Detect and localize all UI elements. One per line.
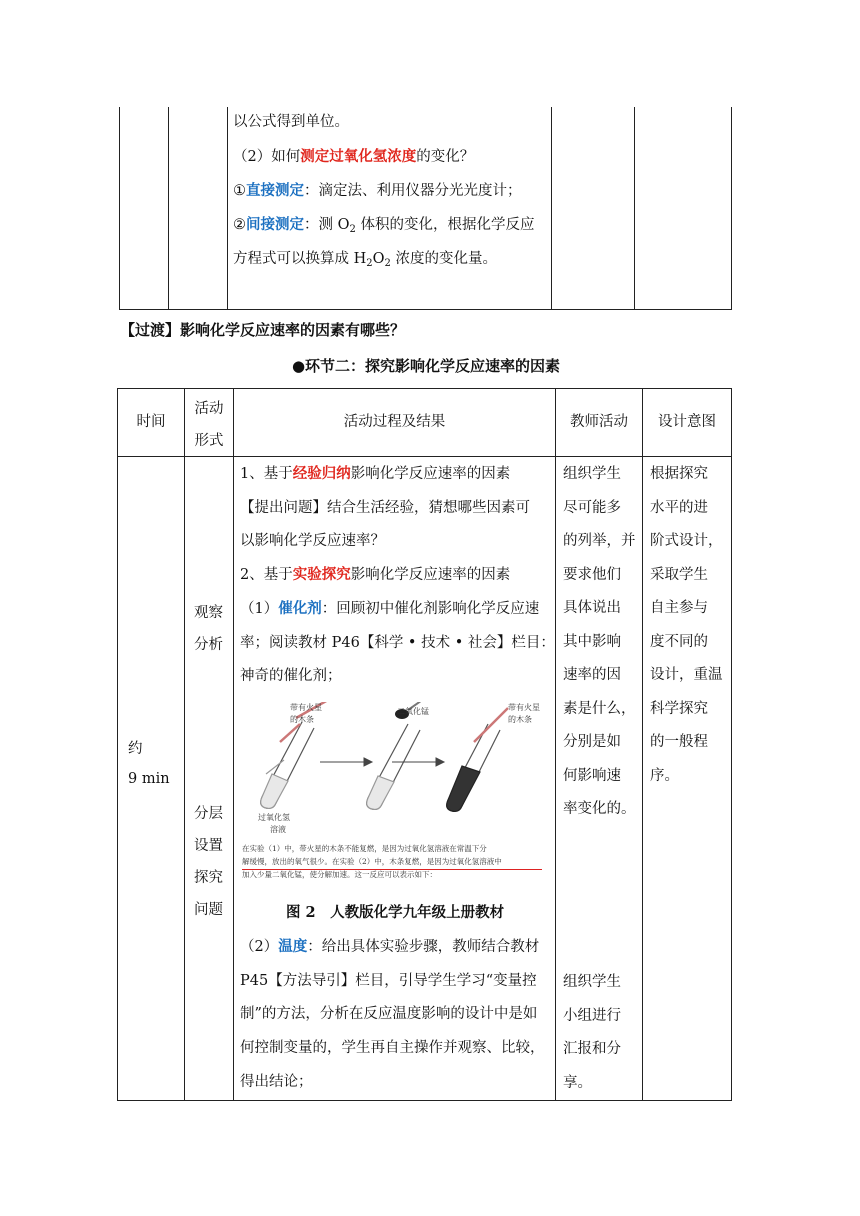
header-form-line: 形式 bbox=[194, 433, 224, 449]
design-line: 的一般程 bbox=[650, 734, 708, 750]
text-run: （2） bbox=[240, 939, 279, 955]
time-line: 约 bbox=[128, 741, 143, 757]
header-time: 时间 bbox=[136, 414, 166, 430]
process-line bbox=[240, 1038, 545, 1058]
transition-line bbox=[120, 318, 405, 342]
text-run: ：回顾初中催化剂影响化学反应速 bbox=[321, 601, 540, 617]
label-h2o2-solution bbox=[258, 812, 290, 836]
text-run: ② bbox=[233, 217, 246, 233]
design-line: 度不同的 bbox=[650, 633, 708, 650]
text-run: （2）如何 bbox=[233, 149, 301, 165]
process-line bbox=[240, 599, 539, 619]
teacher-line: 享。 bbox=[563, 1074, 592, 1091]
teacher-line: 速率的因 bbox=[563, 667, 621, 683]
text-run: 2、基于 bbox=[240, 567, 293, 583]
process-line bbox=[240, 1072, 313, 1092]
text-run: ：滴定法、利用仪器分光光度计； bbox=[304, 183, 522, 199]
process-line bbox=[240, 464, 510, 484]
subscript: 2 bbox=[349, 224, 356, 235]
label-line: 溶液 bbox=[270, 825, 286, 834]
teacher-line: 率变化的。 bbox=[563, 801, 636, 817]
teacher-cell-2 bbox=[563, 966, 621, 1100]
process-line bbox=[240, 971, 537, 991]
text-run: 得出结论； bbox=[240, 1074, 313, 1090]
header-form bbox=[185, 393, 233, 457]
highlight-blue: 催化剂 bbox=[278, 600, 322, 617]
label-mno2: 二氧化锰 bbox=[397, 707, 429, 716]
form-cell-layered bbox=[194, 798, 223, 926]
form-line: 问题 bbox=[194, 902, 223, 918]
figure-caption: 图 2 人教版化学九年级上册教材 bbox=[286, 904, 505, 921]
highlight-red: 实验探究 bbox=[292, 566, 351, 583]
text-run: 的变化？ bbox=[416, 149, 475, 165]
test-tube-3 bbox=[447, 724, 500, 811]
wood-splint-3 bbox=[474, 708, 508, 742]
transition-tag: 【过渡】 bbox=[120, 321, 181, 339]
text-run: （1） bbox=[240, 601, 279, 617]
text-run: P45【方法导引】栏目，引导学生学习“变量控 bbox=[240, 973, 537, 989]
table1-line bbox=[233, 112, 349, 132]
note-line: 在实验（1）中，带火星的木条不能复燃，是因为过氧化氢溶液在常温下分 bbox=[242, 844, 487, 853]
arrow-2 bbox=[392, 758, 444, 766]
figure-textbook-image bbox=[240, 702, 552, 892]
text-run: 体积的变化，根据化学反应 bbox=[355, 217, 535, 233]
label-line: 带有火星 bbox=[290, 703, 322, 712]
highlight-blue: 直接测定 bbox=[246, 182, 304, 199]
design-line: 科学探究 bbox=[650, 700, 708, 717]
label-line: 带有火星 bbox=[508, 703, 540, 712]
text-run: 浓度的变化量。 bbox=[390, 251, 498, 267]
table1-line bbox=[233, 181, 522, 201]
highlight-blue: 间接测定 bbox=[246, 216, 304, 233]
note-line: 解缓慢，放出的氧气很少。在实验（2）中，木条复燃，是因为过氧化氢溶液中 bbox=[242, 857, 502, 866]
teacher-line: 组织学生 bbox=[563, 466, 621, 482]
form-line: 观察 bbox=[194, 605, 223, 621]
note-line: 加入少量二氧化锰，使分解加速。这一反应可以表示如下： bbox=[242, 870, 437, 879]
label-line: 过氧化氢 bbox=[258, 813, 290, 822]
table1-line bbox=[233, 249, 497, 269]
teacher-cell-1 bbox=[563, 458, 636, 827]
label-line: 的木条 bbox=[290, 715, 314, 724]
test-tube-2 bbox=[367, 724, 420, 809]
highlight-red: 测定过氧化氢浓度 bbox=[300, 148, 417, 165]
design-line: 水平的进 bbox=[650, 499, 708, 516]
design-line: 根据探究 bbox=[650, 466, 708, 482]
arrow-1 bbox=[320, 758, 372, 766]
text-run: 何控制变量的，学生再自主操作并观察、比较， bbox=[240, 1040, 545, 1056]
teacher-line: 汇报和分 bbox=[563, 1041, 621, 1057]
process-line bbox=[240, 565, 510, 585]
teacher-line: 何影响速 bbox=[563, 767, 621, 784]
form-line: 设置 bbox=[194, 838, 223, 854]
header-design: 设计意图 bbox=[658, 414, 716, 430]
teacher-line: 的列举，并 bbox=[563, 533, 636, 549]
teacher-line: 素是什么， bbox=[563, 700, 636, 717]
text-run: 以公式得到单位。 bbox=[233, 114, 349, 130]
text-run: ：给出具体实验步骤，教师结合教材 bbox=[307, 939, 540, 955]
table1-line bbox=[233, 147, 474, 167]
text-run: 神奇的催化剂； bbox=[240, 668, 342, 684]
section-title: ●环节二：探究影响化学反应速率的因素 bbox=[291, 357, 561, 375]
transition-text: 影响化学反应速率的因素有哪些？ bbox=[180, 321, 406, 339]
time-cell bbox=[128, 734, 170, 794]
text-run: 以影响化学反应速率？ bbox=[240, 533, 385, 549]
form-line: 探究 bbox=[194, 870, 223, 886]
highlight-blue: 温度 bbox=[278, 938, 308, 955]
form-cell-observe bbox=[194, 597, 223, 661]
label-line: 的木条 bbox=[508, 715, 532, 724]
process-line bbox=[240, 666, 342, 686]
form-line: 分析 bbox=[194, 637, 223, 653]
teacher-line: 分别是如 bbox=[563, 734, 621, 750]
design-line: 序。 bbox=[650, 767, 679, 784]
text-run: O bbox=[372, 251, 385, 267]
process-line bbox=[240, 633, 555, 653]
process-line bbox=[240, 498, 530, 518]
text-run: 制”的方法，分析在反应温度影响的设计中是如 bbox=[240, 1006, 538, 1022]
process-cell bbox=[240, 460, 555, 1098]
time-line: 9 min bbox=[128, 771, 170, 787]
label-splint-left bbox=[290, 702, 322, 726]
design-line: 自主参与 bbox=[650, 600, 708, 616]
teacher-line: 具体说出 bbox=[563, 600, 621, 616]
teacher-line: 尽可能多 bbox=[563, 499, 621, 516]
subscript: 2 bbox=[384, 258, 391, 269]
process-line bbox=[240, 1004, 537, 1024]
text-run: 影响化学反应速率的因素 bbox=[350, 466, 511, 482]
red-underline bbox=[242, 869, 542, 870]
table1-line bbox=[233, 215, 534, 235]
design-cell bbox=[650, 458, 723, 793]
subscript: 2 bbox=[366, 258, 373, 269]
form-line: 分层 bbox=[194, 806, 223, 822]
table1-content bbox=[233, 108, 548, 308]
process-line bbox=[240, 531, 385, 551]
text-run: 【提出问题】结合生活经验，猜想哪些因素可 bbox=[240, 500, 530, 516]
text-run: 率；阅读教材 P46【科学 • 技术 • 社会】栏目： bbox=[240, 635, 555, 651]
teacher-line: 组织学生 bbox=[563, 974, 621, 990]
text-run: 影响化学反应速率的因素 bbox=[350, 567, 511, 583]
design-line: 采取学生 bbox=[650, 566, 708, 583]
text-run: ：测 O bbox=[304, 217, 350, 233]
header-form-line: 活动 bbox=[194, 401, 224, 417]
figure-note bbox=[242, 842, 502, 881]
header-teacher: 教师活动 bbox=[570, 414, 628, 430]
header-process: 活动过程及结果 bbox=[343, 414, 446, 430]
process-line bbox=[240, 937, 539, 957]
label-splint-right bbox=[508, 702, 540, 726]
teacher-line: 要求他们 bbox=[563, 566, 621, 583]
highlight-red: 经验归纳 bbox=[292, 465, 351, 482]
teacher-line: 小组进行 bbox=[563, 1007, 621, 1024]
text-run: 方程式可以换算成 H bbox=[233, 251, 367, 267]
design-line: 阶式设计， bbox=[650, 533, 723, 549]
design-line: 设计，重温 bbox=[650, 667, 723, 683]
teacher-line: 其中影响 bbox=[563, 633, 621, 650]
text-run: 1、基于 bbox=[240, 466, 293, 482]
text-run: ① bbox=[233, 183, 246, 199]
